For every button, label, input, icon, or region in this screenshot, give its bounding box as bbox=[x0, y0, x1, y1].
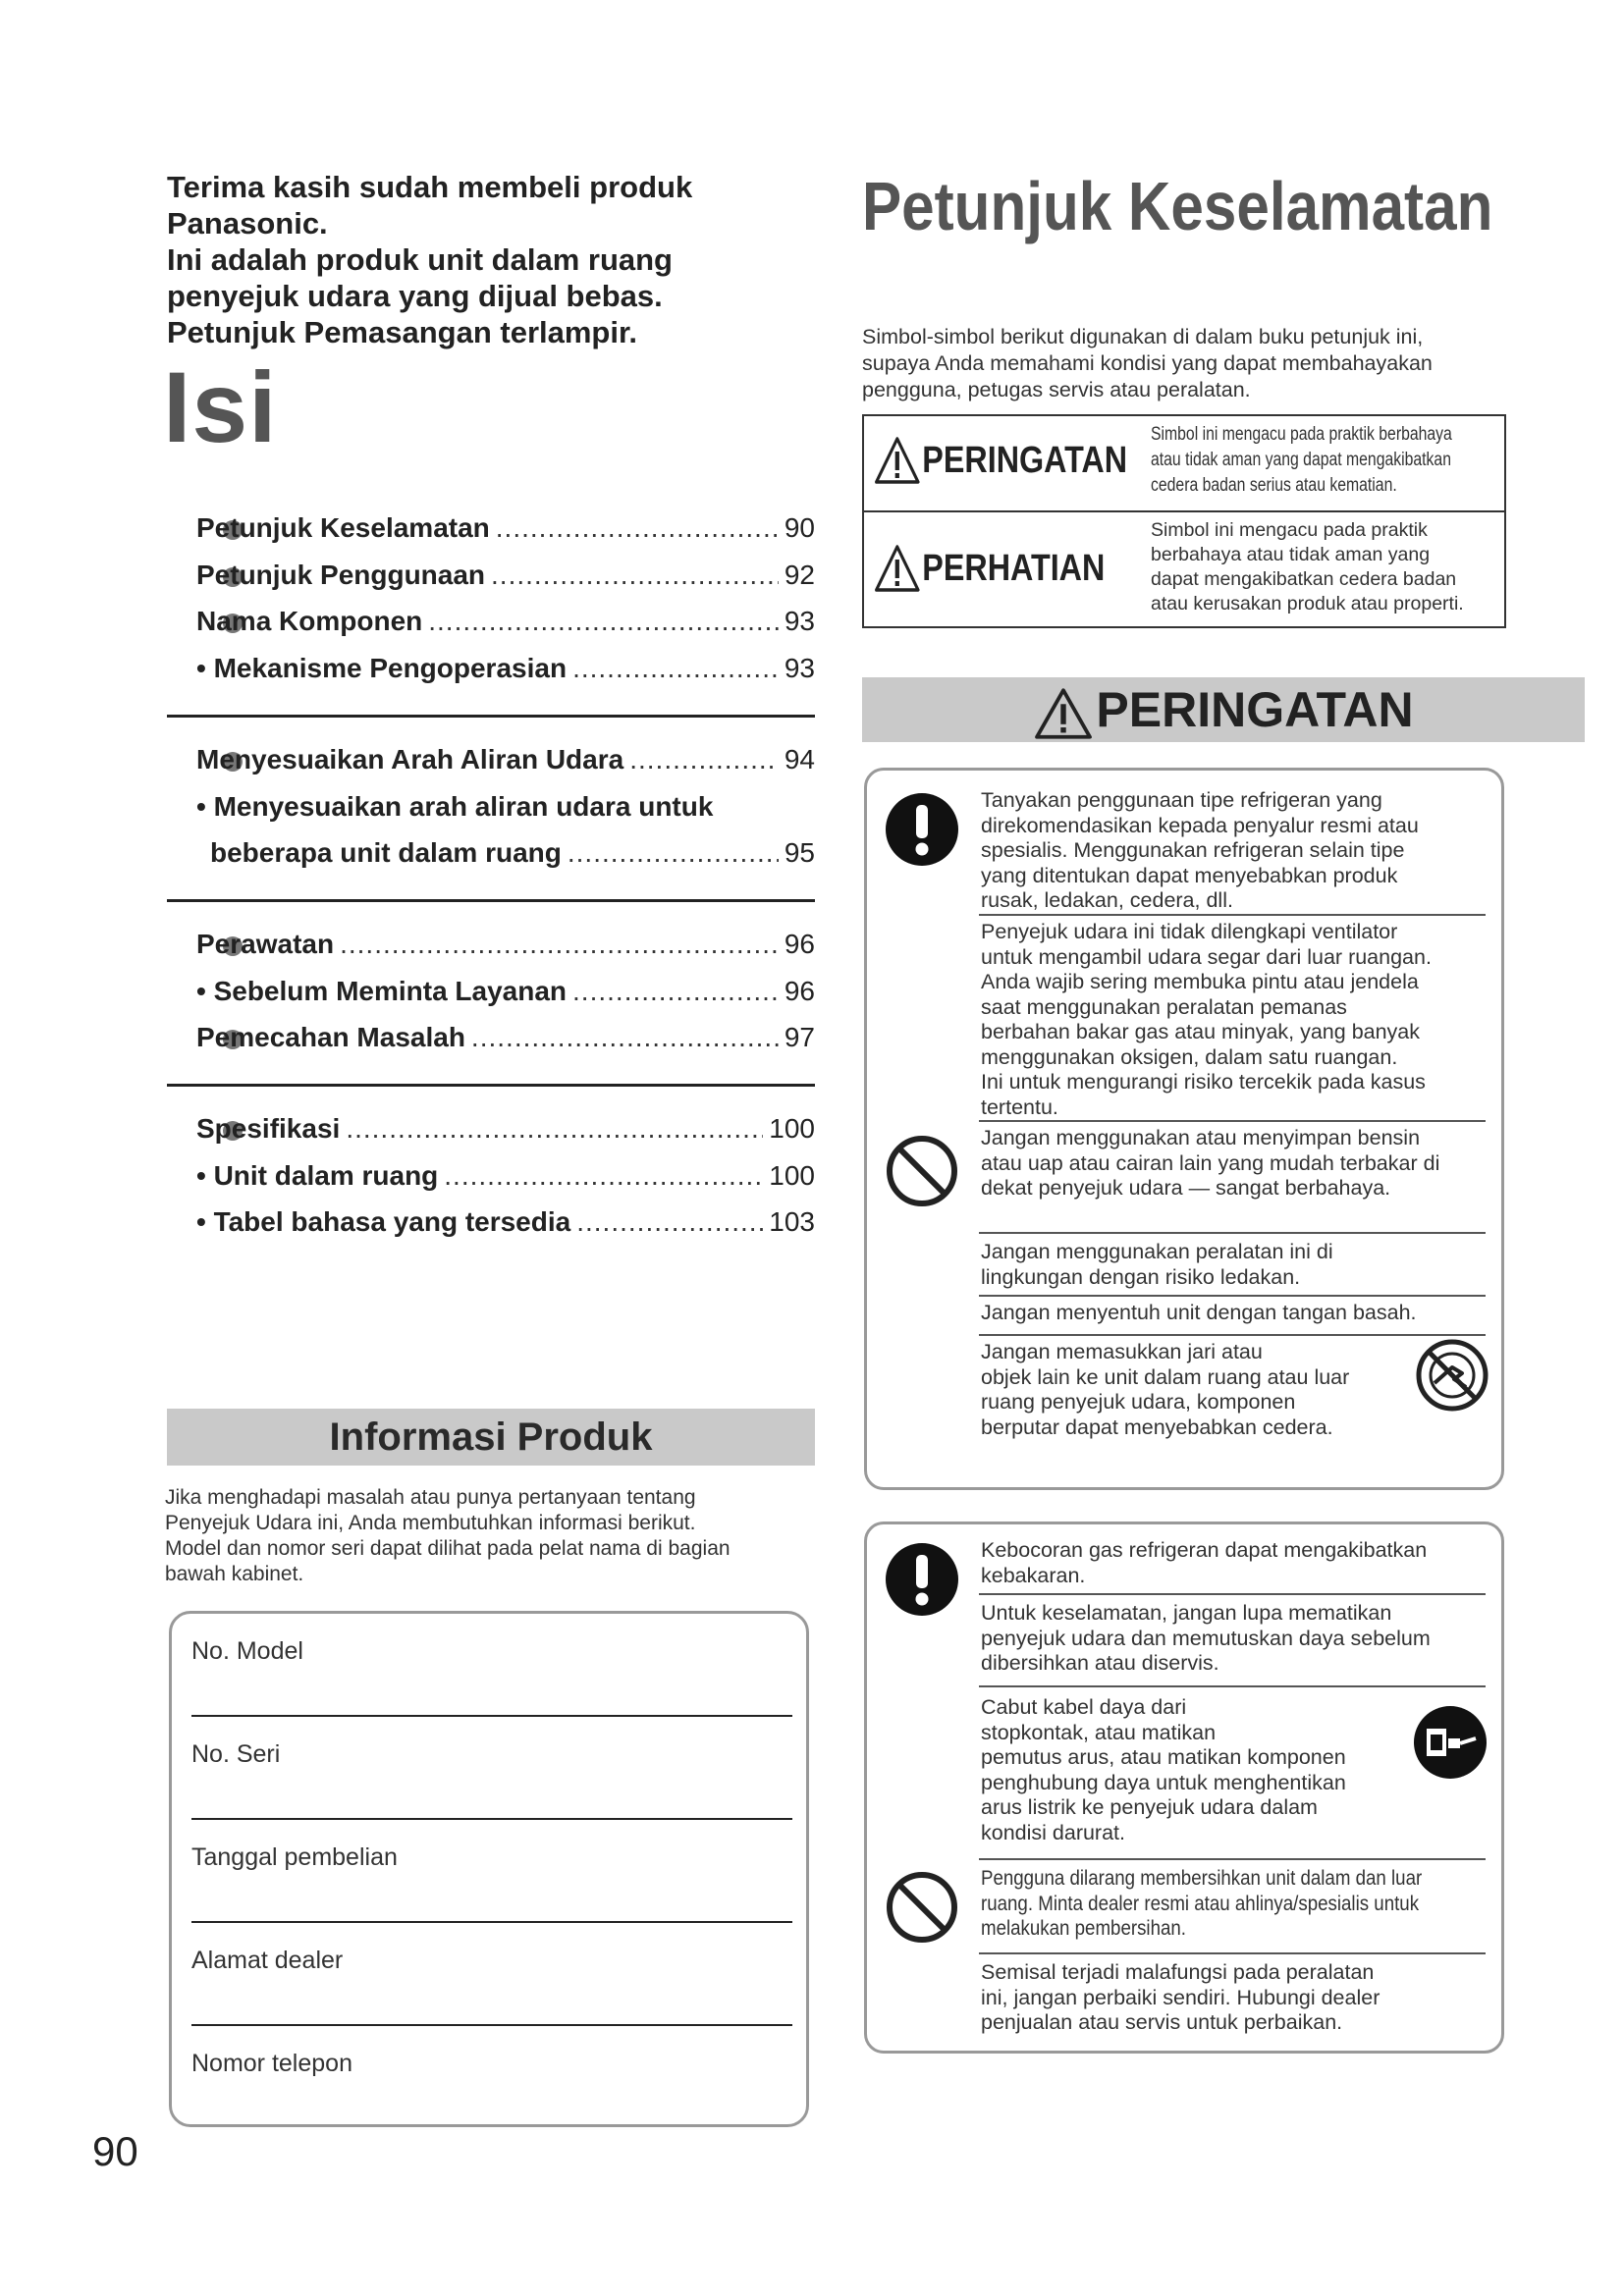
toc-entry-label: • Sebelum Meminta Layanan bbox=[196, 976, 568, 1006]
toc-entry-page: 93 bbox=[784, 606, 815, 636]
toc-dot-leader bbox=[568, 837, 779, 869]
text-line: tertentu. bbox=[981, 1095, 1058, 1119]
text-line: atau uap atau cairan lain yang mudah terbakar di bbox=[981, 1150, 1440, 1175]
toc-entry-page: 95 bbox=[784, 837, 815, 868]
text-line: yang ditentukan dapat menyebabkan produk bbox=[981, 863, 1398, 887]
legend-warning-label: PERINGATAN bbox=[922, 439, 1128, 481]
prohibited-icon bbox=[885, 1870, 959, 1945]
product-info-form bbox=[169, 1611, 809, 2127]
text-line: ruang. Minta dealer resmi atau ahlinya/spesialis untuk bbox=[981, 1891, 1420, 1915]
toc-entry-label: Spesifikasi bbox=[196, 1113, 341, 1144]
toc-dot-leader bbox=[572, 976, 779, 1007]
toc-dot-leader bbox=[629, 744, 779, 775]
text-line: Ini untuk mengurangi risiko tercekik pada kasus bbox=[981, 1070, 1426, 1094]
text-line: bawah kabinet. bbox=[165, 1563, 304, 1585]
warning-item bbox=[981, 920, 1432, 1120]
serial-number-label: No. Seri bbox=[191, 1740, 281, 1768]
text-line: Anda wajib sering membuka pintu atau jendela bbox=[981, 970, 1419, 993]
mandatory-exclamation-icon bbox=[885, 792, 959, 867]
toc-entry[interactable] bbox=[196, 1113, 815, 1152]
text-line: Jangan menggunakan peralatan ini di bbox=[981, 1240, 1333, 1263]
text-line: cedera badan serius atau kematian. bbox=[1151, 475, 1397, 496]
warning-item bbox=[981, 1538, 1427, 1588]
phone-number-label: Nomor telepon bbox=[191, 2050, 352, 2077]
text-line: Model dan nomor seri dapat dilihat pada pelat nama di bagian bbox=[165, 1537, 731, 1560]
toc-entry-page: 92 bbox=[784, 560, 815, 590]
warning-card-1 bbox=[864, 768, 1504, 1490]
toc-entry-label: Petunjuk Penggunaan bbox=[196, 560, 486, 590]
text-line: penjualan atau servis untuk perbaikan. bbox=[981, 2010, 1343, 2034]
item-divider bbox=[979, 1952, 1486, 1954]
warning-triangle-icon bbox=[1033, 687, 1094, 740]
safety-title: Petunjuk Keselamatan bbox=[862, 168, 1493, 244]
warning-item bbox=[981, 1301, 1417, 1326]
toc-dot-leader bbox=[428, 606, 779, 637]
text-line: kondisi darurat. bbox=[981, 1820, 1125, 1844]
caution-triangle-icon bbox=[874, 544, 921, 593]
item-divider bbox=[979, 1232, 1486, 1234]
text-line: Pengguna dilarang membersihkan unit dalam dan luar bbox=[981, 1866, 1423, 1890]
toc-entry-label: • Menyesuaikan arah aliran udara untuk bbox=[196, 791, 714, 822]
item-divider bbox=[979, 914, 1486, 916]
dealer-address-field[interactable] bbox=[191, 2024, 792, 2026]
text-line: direkomendasikan kepada penyalur resmi atau bbox=[981, 813, 1419, 837]
warning-item bbox=[981, 1340, 1349, 1440]
toc-entry-page: 100 bbox=[769, 1160, 815, 1191]
text-line: Jangan menyentuh unit dengan tangan basah. bbox=[981, 1301, 1417, 1324]
warning-item bbox=[981, 1240, 1333, 1290]
toc-entry-page: 94 bbox=[784, 744, 815, 774]
toc-entry-page: 93 bbox=[784, 653, 815, 683]
safety-intro bbox=[862, 324, 1490, 403]
text-line: stopkontak, atau matikan bbox=[981, 1720, 1217, 1744]
toc-entry[interactable] bbox=[196, 512, 815, 552]
text-line: objek lain ke unit dalam ruang atau luar bbox=[981, 1364, 1350, 1389]
warning-item bbox=[981, 1695, 1346, 1845]
text-line: arus listrik ke penyejuk udara dalam bbox=[981, 1795, 1318, 1819]
text-line: pemutus arus, atau matikan komponen bbox=[981, 1745, 1346, 1769]
item-divider bbox=[979, 1685, 1486, 1687]
product-info-heading: Informasi Produk bbox=[167, 1409, 815, 1466]
intro-line: Panasonic. bbox=[167, 206, 328, 240]
warning-item bbox=[981, 1960, 1380, 2036]
legend-warning-symbol bbox=[874, 436, 1127, 485]
text-line: spesialis. Menggunakan refrigeran selain tipe bbox=[981, 838, 1405, 862]
toc-entry-label: Menyesuaikan Arah Aliran Udara bbox=[196, 744, 624, 774]
model-number-field[interactable] bbox=[191, 1715, 792, 1717]
warning-heading bbox=[862, 677, 1585, 742]
item-divider bbox=[979, 1593, 1486, 1595]
text-line: dibersihkan atau diservis. bbox=[981, 1651, 1219, 1675]
text-line: dapat mengakibatkan cedera badan bbox=[1151, 568, 1457, 590]
legend-caution-label: PERHATIAN bbox=[922, 547, 1106, 589]
toc-entry[interactable] bbox=[196, 653, 815, 692]
warning-card-2 bbox=[864, 1522, 1504, 2054]
page-number: 90 bbox=[92, 2128, 138, 2174]
contents-title: Isi bbox=[163, 351, 278, 463]
toc-entry-label: Perawatan bbox=[196, 929, 335, 959]
toc-divider bbox=[167, 899, 815, 902]
product-info-text bbox=[165, 1485, 813, 1587]
text-line: Semisal terjadi malafungsi pada peralatan bbox=[981, 1960, 1375, 1984]
toc-entry-label: Nama Komponen bbox=[196, 606, 423, 636]
toc-entry[interactable] bbox=[196, 976, 815, 1015]
toc-entry-label: Petunjuk Keselamatan bbox=[196, 512, 490, 543]
text-line: berbahaya atau tidak aman yang bbox=[1151, 544, 1431, 565]
toc-dot-leader bbox=[491, 560, 779, 591]
purchase-date-label: Tanggal pembelian bbox=[191, 1843, 398, 1871]
no-fingers-icon bbox=[1415, 1338, 1489, 1413]
toc-entry-label: • Tabel bahasa yang tersedia bbox=[196, 1206, 571, 1237]
text-line: Tanyakan penggunaan tipe refrigeran yang bbox=[981, 788, 1382, 812]
text-line: Penyejuk udara ini tidak dilengkapi ventilator bbox=[981, 920, 1398, 943]
text-line: untuk mengambil udara segar dari luar ruangan. bbox=[981, 944, 1432, 969]
text-line: ruang penyejuk udara, komponen bbox=[981, 1390, 1296, 1414]
toc-entry[interactable] bbox=[196, 1022, 815, 1061]
toc-entry-page: 96 bbox=[784, 929, 815, 959]
toc-entry[interactable] bbox=[196, 744, 815, 783]
text-line: lingkungan dengan risiko ledakan. bbox=[981, 1264, 1301, 1289]
serial-number-field[interactable] bbox=[191, 1818, 792, 1820]
unplug-icon bbox=[1413, 1705, 1488, 1780]
toc-entry-page: 100 bbox=[769, 1113, 815, 1144]
symbol-legend bbox=[862, 414, 1506, 628]
text-line: Simbol-simbol berikut digunakan di dalam buku petunjuk ini, bbox=[862, 325, 1424, 348]
toc-divider bbox=[167, 715, 815, 718]
text-line: pengguna, petugas servis atau peralatan. bbox=[862, 378, 1251, 401]
warning-triangle-icon bbox=[874, 436, 921, 485]
text-line: ini, jangan perbaiki sendiri. Hubungi dealer bbox=[981, 1985, 1380, 2009]
toc-entry[interactable] bbox=[196, 606, 815, 645]
text-line: Untuk keselamatan, jangan lupa mematikan bbox=[981, 1601, 1392, 1625]
toc-entry-page: 90 bbox=[784, 512, 815, 543]
intro-text bbox=[167, 169, 717, 350]
intro-line: penyejuk udara yang dijual bebas. bbox=[167, 279, 663, 313]
text-line: Kebocoran gas refrigeran dapat mengakibatkan bbox=[981, 1538, 1428, 1562]
toc-entry-label: beberapa unit dalam ruang bbox=[210, 837, 562, 868]
toc-dot-leader bbox=[576, 1206, 763, 1238]
text-line: berbahan bakar gas atau minyak, yang banyak bbox=[981, 1020, 1421, 1043]
toc-dot-leader bbox=[340, 929, 779, 960]
toc-dot-leader bbox=[444, 1160, 763, 1192]
item-divider bbox=[979, 1120, 1486, 1122]
text-line: supaya Anda memahami kondisi yang dapat membahayakan bbox=[862, 351, 1433, 375]
toc-dot-leader bbox=[496, 512, 779, 544]
legend-divider bbox=[864, 510, 1504, 512]
mandatory-exclamation-icon bbox=[885, 1542, 959, 1617]
text-line: penyejuk udara dan memutuskan daya sebelum bbox=[981, 1626, 1431, 1650]
warning-item bbox=[981, 1126, 1439, 1201]
warning-heading-label: PERINGATAN bbox=[1096, 682, 1414, 737]
toc-entry-page: 96 bbox=[784, 976, 815, 1006]
toc-entry[interactable] bbox=[196, 929, 815, 968]
item-divider bbox=[979, 1858, 1486, 1860]
toc-dot-leader bbox=[346, 1113, 763, 1145]
text-line: atau kerusakan produk atau properti. bbox=[1151, 593, 1464, 614]
model-number-label: No. Model bbox=[191, 1637, 303, 1665]
text-line: penghubung daya untuk menghentikan bbox=[981, 1770, 1346, 1794]
text-line: Simbol ini mengacu pada praktik berbahaya bbox=[1151, 424, 1452, 445]
legend-warning-description bbox=[1151, 422, 1452, 499]
intro-line: Ini adalah produk unit dalam ruang bbox=[167, 242, 673, 277]
legend-caution-description bbox=[1151, 518, 1464, 616]
toc-entry-label: • Unit dalam ruang bbox=[196, 1160, 439, 1191]
warning-item bbox=[981, 788, 1419, 914]
toc-entry-page: 103 bbox=[769, 1206, 815, 1237]
toc-entry-label: Pemecahan Masalah bbox=[196, 1022, 465, 1052]
text-line: berputar dapat menyebabkan cedera. bbox=[981, 1415, 1333, 1439]
text-line: melakukan pembersihan. bbox=[981, 1916, 1186, 1940]
text-line: dekat penyejuk udara — sangat berbahaya. bbox=[981, 1176, 1391, 1200]
warning-item bbox=[981, 1866, 1422, 1942]
toc-entry-page: 97 bbox=[784, 1022, 815, 1052]
text-line: Jangan memasukkan jari atau bbox=[981, 1340, 1263, 1363]
dealer-address-label: Alamat dealer bbox=[191, 1947, 344, 1974]
text-line: menggunakan oksigen, dalam satu ruangan. bbox=[981, 1044, 1398, 1069]
toc-entry[interactable] bbox=[196, 837, 815, 877]
toc-dot-leader bbox=[572, 653, 779, 684]
intro-line: Petunjuk Pemasangan terlampir. bbox=[167, 315, 637, 349]
purchase-date-field[interactable] bbox=[191, 1921, 792, 1923]
item-divider bbox=[979, 1334, 1486, 1336]
text-line: atau tidak aman yang dapat mengakibatkan bbox=[1151, 450, 1451, 470]
text-line: saat menggunakan peralatan pemanas bbox=[981, 994, 1347, 1019]
legend-caution-symbol bbox=[874, 544, 1105, 593]
text-line: Jika menghadapi masalah atau punya pertanyaan tentang bbox=[165, 1486, 696, 1509]
warning-item bbox=[981, 1601, 1431, 1677]
toc-entry[interactable] bbox=[196, 791, 815, 830]
text-line: rusak, ledakan, cedera, dll. bbox=[981, 888, 1233, 912]
toc-divider bbox=[167, 1084, 815, 1087]
toc-entry[interactable] bbox=[196, 1206, 815, 1246]
toc-entry[interactable] bbox=[196, 1160, 815, 1200]
toc-entry[interactable] bbox=[196, 560, 815, 599]
intro-line: Terima kasih sudah membeli produk bbox=[167, 170, 693, 204]
text-line: Jangan menggunakan atau menyimpan bensin bbox=[981, 1126, 1421, 1149]
item-divider bbox=[979, 1295, 1486, 1297]
text-line: kebakaran. bbox=[981, 1563, 1086, 1587]
text-line: Simbol ini mengacu pada praktik bbox=[1151, 519, 1428, 541]
text-line: Cabut kabel daya dari bbox=[981, 1695, 1187, 1719]
toc-dot-leader bbox=[471, 1022, 779, 1053]
text-line: Penyejuk Udara ini, Anda membutuhkan informasi berikut. bbox=[165, 1512, 696, 1534]
toc-entry-label: • Mekanisme Pengoperasian bbox=[196, 653, 568, 683]
prohibited-icon bbox=[885, 1134, 959, 1208]
